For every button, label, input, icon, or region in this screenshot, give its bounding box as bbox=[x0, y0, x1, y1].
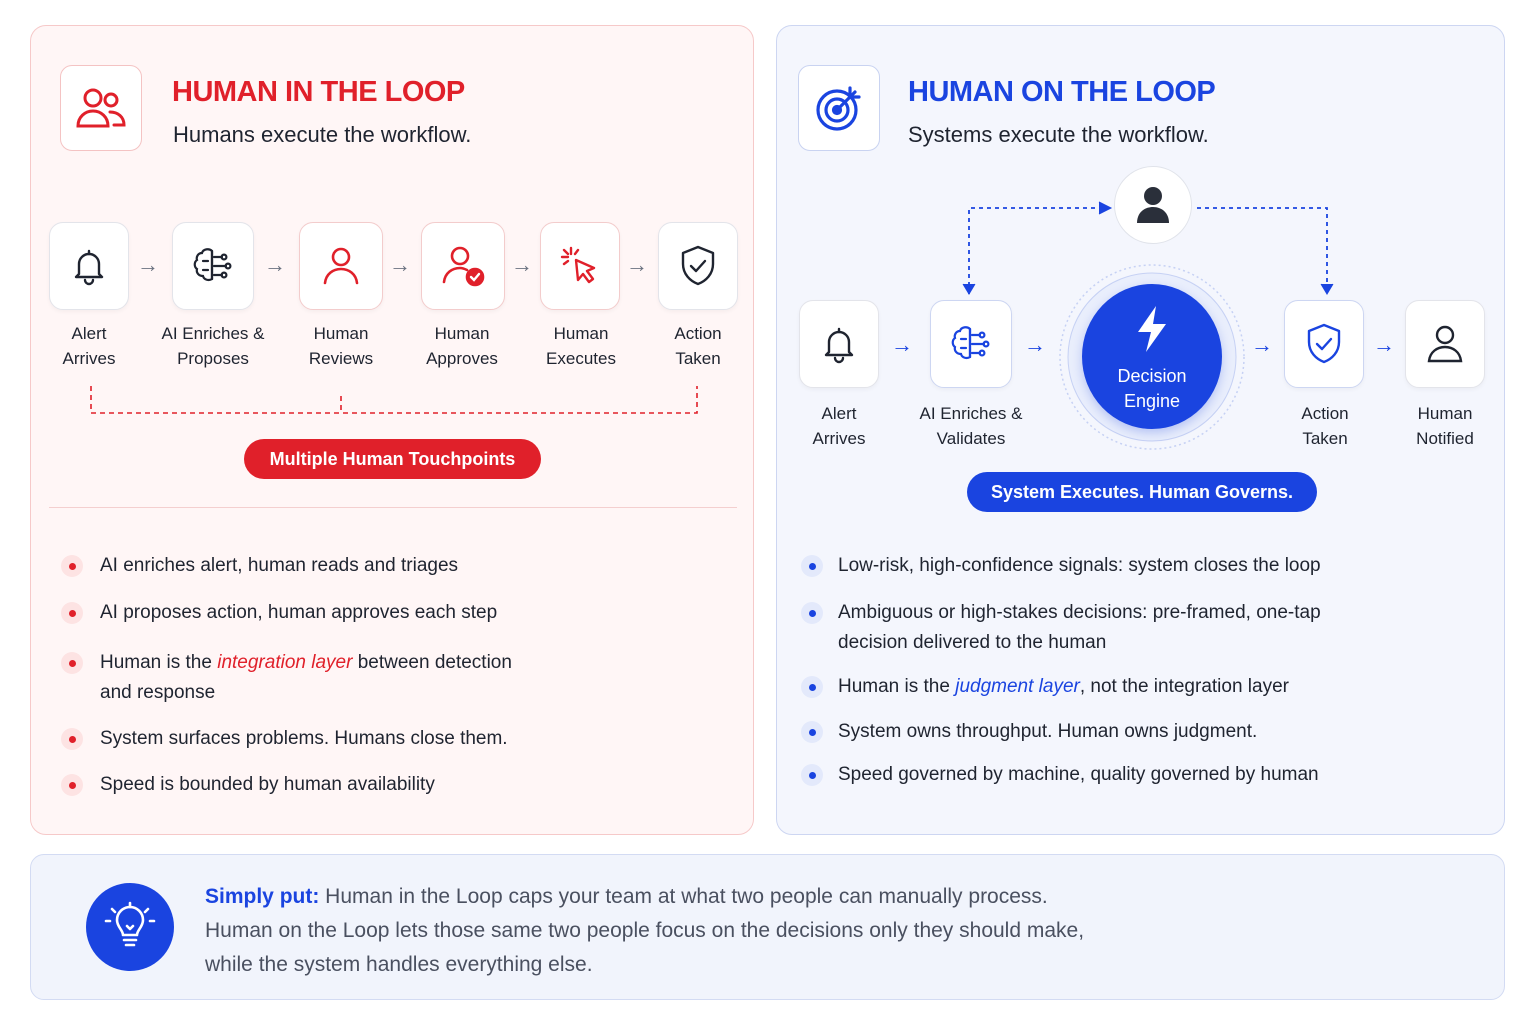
left-bullet-5: Speed is bounded by human availability bbox=[100, 774, 435, 795]
bullet-dot bbox=[801, 555, 823, 577]
arrow-icon: → bbox=[511, 252, 533, 277]
brain-icon bbox=[930, 300, 1012, 388]
arrow-icon: → bbox=[1373, 332, 1395, 357]
summary-line-1: Simply put: Human in the Loop caps your team at what two people can manually process. bbox=[205, 885, 1048, 908]
left-bullet-1: AI enriches alert, human reads and triages bbox=[100, 555, 459, 576]
right-bullet-3: Human is the judgment layer, not the integration layer bbox=[838, 676, 1289, 697]
right-subtitle: Systems execute the workflow. bbox=[908, 122, 1209, 147]
step-label: Human Notified bbox=[1416, 404, 1474, 448]
right-bullet-5: Speed governed by machine, quality governed by human bbox=[838, 764, 1319, 785]
lightbulb-icon bbox=[86, 883, 174, 971]
bullet-dot bbox=[61, 555, 83, 577]
step-label: Action Taken bbox=[674, 324, 722, 368]
right-bullet-2: Ambiguous or high-stakes decisions: pre-framed, one-tap decision delivered to the human bbox=[838, 602, 1321, 653]
person-icon bbox=[1405, 300, 1485, 388]
engine-label-2: Engine bbox=[1123, 391, 1181, 411]
arrow-icon: → bbox=[1251, 332, 1273, 357]
system-governs-pill: System Executes. Human Governs. bbox=[967, 472, 1317, 512]
bullet-dot bbox=[61, 652, 83, 674]
step-label: Human Approves bbox=[426, 324, 498, 368]
step-label: AI Enriches & Validates bbox=[919, 404, 1023, 448]
lightning-icon bbox=[1132, 304, 1172, 354]
engine-label-1: Decision bbox=[1117, 366, 1187, 386]
step-label: AI Enriches & Proposes bbox=[161, 324, 265, 368]
right-title: HUMAN ON THE LOOP bbox=[908, 76, 1216, 108]
arrow-icon: → bbox=[264, 252, 286, 277]
human-governor-icon bbox=[1114, 166, 1192, 244]
bullet-dot bbox=[801, 676, 823, 698]
left-subtitle: Humans execute the workflow. bbox=[173, 122, 472, 147]
summary-line-2: Human on the Loop lets those same two people focus on the decisions only they should make, bbox=[205, 919, 1085, 942]
bullet-dot bbox=[801, 602, 823, 624]
left-title: HUMAN IN THE LOOP bbox=[172, 76, 465, 108]
right-bullet-1: Low-risk, high-confidence signals: system closes the loop bbox=[838, 555, 1321, 576]
left-bullet-2: AI proposes action, human approves each step bbox=[100, 602, 498, 623]
bullet-dot bbox=[61, 774, 83, 796]
multiple-touchpoints-pill: Multiple Human Touchpoints bbox=[244, 439, 541, 479]
step-label: Action Taken bbox=[1301, 404, 1349, 448]
step-label: Alert Arrives bbox=[812, 404, 866, 448]
step-label: Human Reviews bbox=[308, 324, 374, 368]
arrow-icon: → bbox=[891, 332, 913, 357]
arrow-icon: → bbox=[1024, 332, 1046, 357]
arrow-icon: → bbox=[389, 252, 411, 277]
step-label: Human Executes bbox=[546, 324, 616, 368]
arrow-icon: → bbox=[626, 252, 648, 277]
shield-check-icon bbox=[1284, 300, 1364, 388]
bullet-dot bbox=[801, 764, 823, 786]
summary-line-3: while the system handles everything else. bbox=[205, 953, 593, 976]
arrow-icon: → bbox=[137, 252, 159, 277]
bullet-dot bbox=[61, 728, 83, 750]
left-bullet-4: System surfaces problems. Humans close them. bbox=[100, 728, 508, 749]
left-bullet-3: Human is the integration layer between detection and response bbox=[100, 652, 512, 703]
step-label: Alert Arrives bbox=[62, 324, 116, 368]
right-bullet-4: System owns throughput. Human owns judgment. bbox=[838, 721, 1258, 742]
decision-engine bbox=[1082, 284, 1222, 429]
bell-icon bbox=[799, 300, 879, 388]
human-in-the-loop-panel bbox=[30, 25, 754, 835]
bullet-dot bbox=[801, 721, 823, 743]
human-on-the-loop-panel bbox=[776, 25, 1505, 835]
bullet-dot bbox=[61, 602, 83, 624]
touchpoint-bracket bbox=[31, 26, 755, 446]
summary-banner bbox=[30, 854, 1505, 1000]
divider bbox=[49, 507, 737, 508]
